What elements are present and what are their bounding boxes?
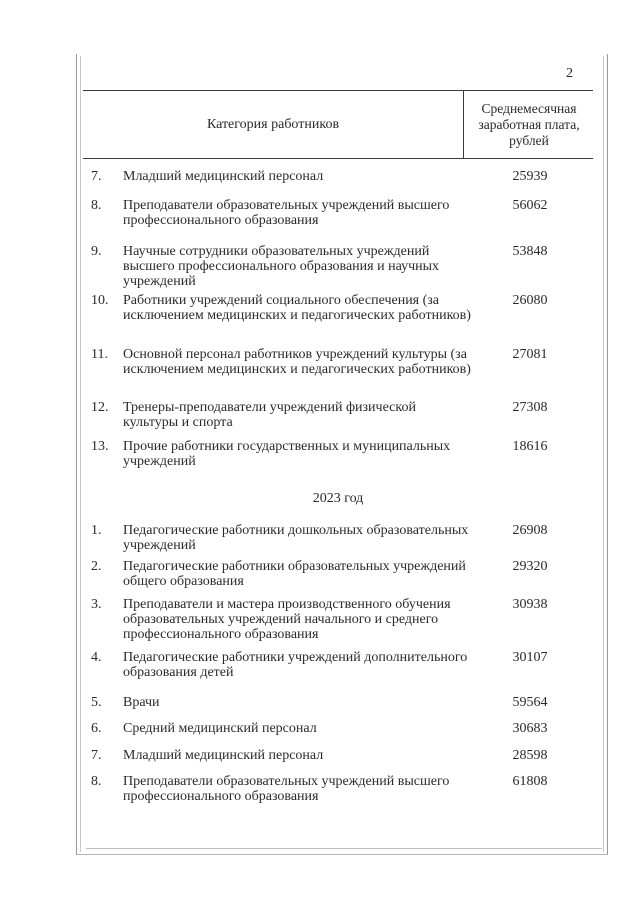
row-number: 11. xyxy=(91,347,108,362)
row-number: 5. xyxy=(91,695,102,710)
row-salary: 30683 xyxy=(512,721,548,736)
header-salary xyxy=(463,91,594,158)
row-category: Педагогические работники дошкольных образовательных учреждений xyxy=(123,523,469,553)
header-salary-line2: заработная плата, xyxy=(478,116,580,132)
row-category: Работники учреждений социального обеспечения (за исключением медицинских и педагогических работников) xyxy=(123,293,471,323)
row-number: 2. xyxy=(91,559,102,574)
row-salary: 27081 xyxy=(512,347,548,362)
row-category: Преподаватели и мастера производственного обучения образовательных учреждений начального и среднего профессионального образования xyxy=(123,597,451,642)
row-salary: 29320 xyxy=(512,559,548,574)
row-salary: 28598 xyxy=(512,748,548,763)
header-salary-line1: Среднемесячная xyxy=(481,100,577,116)
row-number: 9. xyxy=(91,244,102,259)
row-category: Педагогические работники учреждений дополнительного образования детей xyxy=(123,650,468,680)
page-bottom-rule xyxy=(86,848,602,849)
row-category: Врачи xyxy=(123,695,160,710)
row-salary: 26080 xyxy=(512,293,548,308)
header-category: Категория работников xyxy=(206,116,340,132)
header-salary-line3: рублей xyxy=(509,132,549,148)
row-number: 1. xyxy=(91,523,102,538)
row-salary: 53848 xyxy=(512,244,548,259)
row-salary: 61808 xyxy=(512,774,548,789)
row-number: 8. xyxy=(91,198,102,213)
row-number: 13. xyxy=(91,439,109,454)
row-category: Научные сотрудники образовательных учреждений высшего профессионального образования и научных учреждений xyxy=(123,244,440,289)
row-number: 7. xyxy=(91,748,102,763)
row-category: Основной персонал работников учреждений культуры (за исключением медицинских и педагогических работников) xyxy=(123,347,471,377)
section-title-2023: 2023 год xyxy=(312,491,364,506)
row-salary: 26908 xyxy=(512,523,548,538)
row-category: Педагогические работники образовательных учреждений общего образования xyxy=(123,559,466,589)
row-category: Младший медицинский персонал xyxy=(123,169,324,184)
row-salary: 25939 xyxy=(512,169,548,184)
row-salary: 56062 xyxy=(512,198,548,213)
row-salary: 27308 xyxy=(512,400,548,415)
row-category: Средний медицинский персонал xyxy=(123,721,317,736)
row-category: Преподаватели образовательных учреждений высшего профессионального образования xyxy=(123,198,450,228)
table-header xyxy=(83,90,593,159)
row-number: 6. xyxy=(91,721,102,736)
salary-table xyxy=(83,90,593,804)
row-number: 3. xyxy=(91,597,102,612)
row-category: Тренеры-преподаватели учреждений физической культуры и спорта xyxy=(123,400,416,430)
row-category: Младший медицинский персонал xyxy=(123,748,324,763)
row-salary: 30938 xyxy=(512,597,548,612)
row-salary: 18616 xyxy=(512,439,548,454)
row-number: 10. xyxy=(91,293,109,308)
row-number: 8. xyxy=(91,774,102,789)
row-category: Преподаватели образовательных учреждений высшего профессионального образования xyxy=(123,774,450,804)
row-number: 12. xyxy=(91,400,109,415)
row-category: Прочие работники государственных и муниципальных учреждений xyxy=(123,439,451,469)
row-number: 4. xyxy=(91,650,102,665)
row-salary: 30107 xyxy=(512,650,548,665)
row-number: 7. xyxy=(91,169,102,184)
row-salary: 59564 xyxy=(512,695,548,710)
page-number: 2 xyxy=(566,66,573,81)
